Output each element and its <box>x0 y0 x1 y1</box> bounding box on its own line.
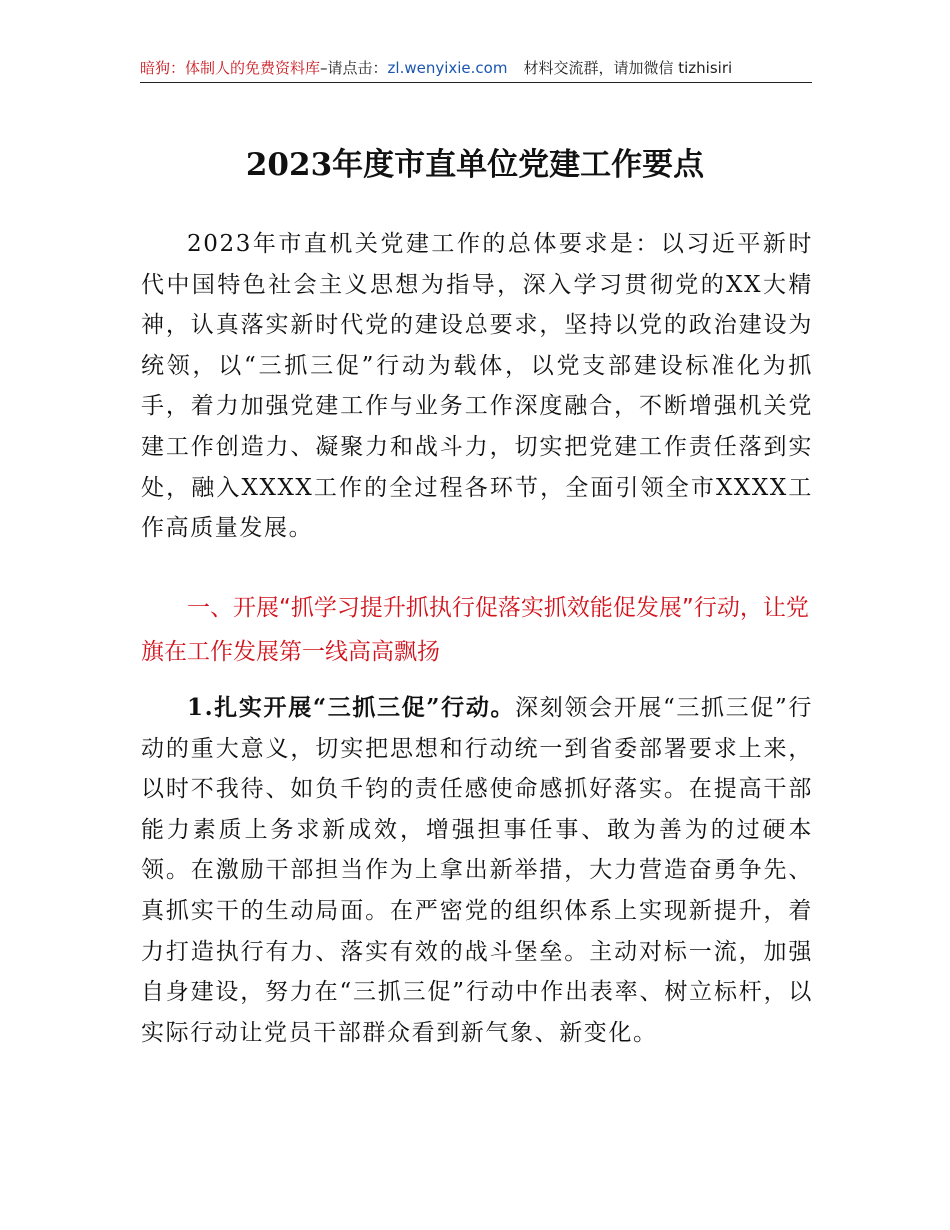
header-website-link[interactable]: zl.wenyixie.com <box>387 59 508 77</box>
header-click-prompt: –请点击： <box>320 59 388 77</box>
intro-paragraph: 2023年市直机关党建工作的总体要求是：以习近平新时代中国特色社会主义思想为指导，深入学习贯彻党的XX大精神，认真落实新时代党的建设总要求，坚持以党的政治建设为统领，以“三抓三促”行动为载体，以党支部建设标准化为抓手，着力加强党建工作与业务工作深度融合，不断增强机关党建工作创造力、凝聚力和战斗力，切实把党建工作责任落到实处，融入XXXX工作的全过程各环节，全面引领全市XXXX工作高质量发展。 <box>141 231 813 542</box>
item-1-body: 深刻领会开展“三抓三促”行动的重大意义，切实把思想和行动统一到省委部署要求上来，以时不我待、如负千钧的责任感使命感抓好落实。在提高干部能力素质上务求新成效，增强担事任事、敢为善为的过硬本领。在激励干部担当作为上拿出新举措，大力营造奋勇争先、真抓实干的生动局面。在严密党的组织体系上实现新提升，着力打造执行有力、落实有效的战斗堡垒。主动对标一流，加强自身建设，努力在“三抓三促”行动中作出表率、树立标杆，以实际行动让党员干部群众看到新气象、新变化。 <box>141 695 813 1046</box>
page-header <box>140 58 812 83</box>
header-library-name: 暗狗：体制人的免费资料库 <box>140 59 321 77</box>
item-1-lead: 1.扎实开展“三抓三促”行动。 <box>187 694 516 721</box>
header-wechat-note: 材料交流群，请加微信 tizhisiri <box>523 59 733 77</box>
section-1-heading: 一、开展“抓学习提升抓执行促落实抓效能促发展”行动，让党旗在工作发展第一线高高飘扬 <box>141 595 809 665</box>
document-title: 2023年度市直单位党建工作要点 <box>245 147 705 183</box>
item-1-paragraph <box>141 688 813 1053</box>
